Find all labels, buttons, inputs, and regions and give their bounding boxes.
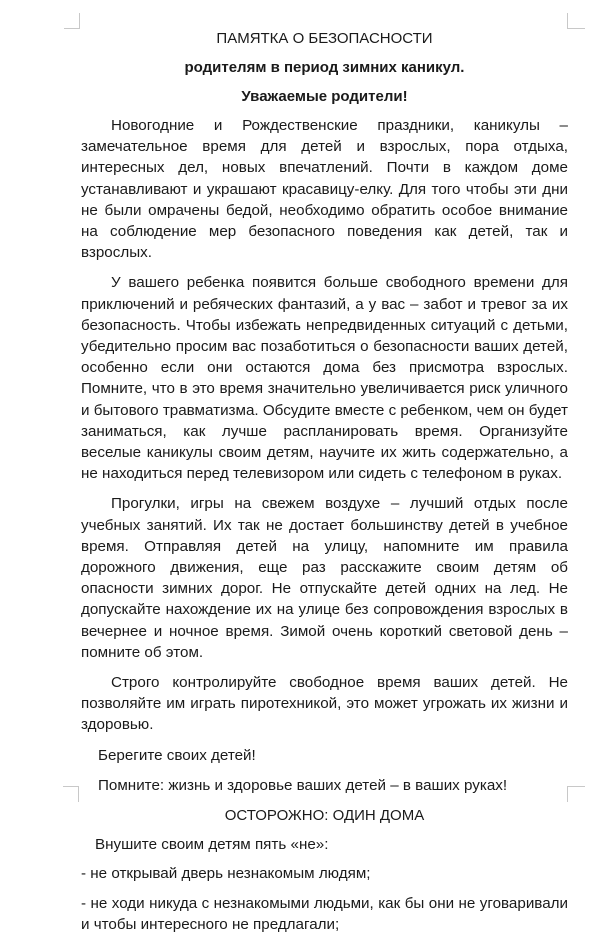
page-corner-mark-top-left [64, 13, 80, 29]
paragraph-holidays: Новогодние и Рождественские праздники, каникулы – замечательное время для детей и взрослых, пора отдыха, интересных дел, новых впечатлений. Почти в каждом доме устанавливают и украшают красавицу-елку. Для того чтобы эти дни не были омрачены бедой, необходимо обратить особое внимание на соблюдение мер безопасного поведения как детей, так и взрослых. [81, 117, 568, 262]
document-page [81, 26, 568, 935]
paragraph-free-time: У вашего ребенка появится больше свободного времени для приключений и ребяческих фантазий, а у вас – забот и тревог за их безопасность. Чтобы избежать непредвиденных ситуаций с детьми, убедительно просим вас позаботиться о безопасности ваших детей, особенно если они остаются дома без присмотра взрослых. Помните, что в это время значительно увеличивается риск уличного и бытового травматизма. Обсудите вместе с ребенком, чем он будет заниматься, как лучше распланировать время. Организуйте веселые каникулы своим детям, научите их жить содержательно, а не находиться перед телевизором или сидеть с телефоном в руках. [81, 274, 568, 483]
list-item: - не открывай дверь незнакомым людям; [81, 865, 371, 883]
page-corner-mark-top-right [567, 13, 585, 29]
greeting: Уважаемые родители! [241, 88, 408, 105]
section-intro: Внушите своим детям пять «не»: [95, 836, 329, 854]
closing-line-take-care: Берегите своих детей! [98, 746, 256, 764]
document-title: ПАМЯТКА О БЕЗОПАСНОСТИ [216, 30, 433, 47]
list-item: - не ходи никуда с незнакомыми людьми, как бы они не уговаривали и чтобы интересного не предлагали; [81, 894, 568, 933]
paragraph-outdoor-walks: Прогулки, игры на свежем воздухе – лучший отдых после учебных занятий. Их так не достает большинству детей в учебное время. Отправляя детей на улицу, напомните им правила дорожного движения, еще раз расскажите своим детям об опасности зимних дорог. Не отпускайте детей одних на лед. Не допускайте нахождение их на улице без сопровождения взрослых в вечернее и ночное время. Зимой очень короткий световой день – помните об этом. [81, 495, 568, 661]
paragraph-pyrotechnics: Строго контролируйте свободное время ваших детей. Не позволяйте им играть пиротехникой, это может угрожать их жизни и здоровью. [81, 674, 568, 734]
document-subtitle: родителям в период зимних каникул. [184, 59, 465, 76]
section-title-home-alone: ОСТОРОЖНО: ОДИН ДОМА [224, 807, 425, 825]
closing-line-remember: Помните: жизнь и здоровье ваших детей – в ваших руках! [98, 776, 508, 794]
